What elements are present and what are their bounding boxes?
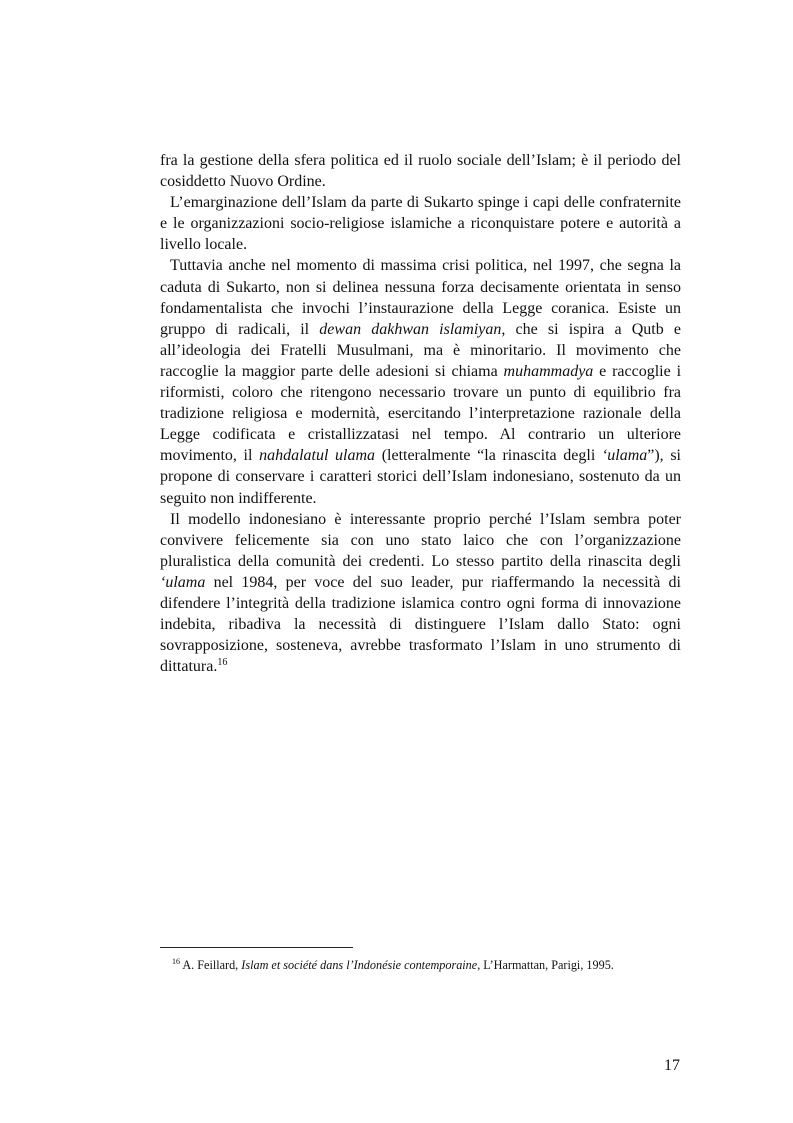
paragraph-3-text-2: , che si ispira a Qutb e all’ideologia dei Fratelli Musulmani, ma è minoritario. Il movimento che raccoglie la maggior parte delle adesioni si chiama [160, 320, 681, 380]
paragraph-4-text-1: Il modello indonesiano è interessante proprio perché l’Islam sembra poter convivere felicemente sia con uno stato laico che con l’organizzazione pluralistica della comunità dei credenti. Lo stesso partito della rinascita degli [160, 510, 681, 570]
footnote-number: 16 [172, 957, 180, 966]
term-ulama: ‘ulama [601, 447, 648, 465]
body-text [160, 150, 681, 677]
paragraph-3 [160, 255, 681, 508]
paragraph-2 [160, 192, 681, 255]
footnote-reference[interactable]: 16 [217, 657, 228, 669]
footnote-book-title: Islam et société dans l’Indonésie contemporaine [241, 958, 478, 972]
paragraph-3-text-1: Tuttavia anche nel momento di massima crisi politica, nel 1997, che segna la caduta di Sukarto, non si delinea nessuna forza decisamente orientata in senso fondamentalista che invochi l’instaurazione della Legge coranica. Esiste un gruppo di radicali, il [160, 257, 681, 338]
paragraph-1 [160, 150, 681, 192]
paragraph-2-text: L’emarginazione dell’Islam da parte di Sukarto spinge i capi delle confraternite e le organizzazioni socio-religiose islamiche a riconquistare potere e autorità a livello locale. [160, 194, 681, 254]
paragraph-3-text-4: (letteralmente “la rinascita degli [375, 447, 602, 465]
paragraph-3-text-5: ”), si propone di conservare i caratteri storici dell’Islam indonesiano, sostenuto da un seguito non indifferente. [160, 447, 681, 507]
footnote [172, 957, 692, 973]
page-number: 17 [664, 1057, 680, 1074]
footnote-text-2: , L’Harmattan, Parigi, 1995. [477, 958, 614, 972]
term-ulama-2: ‘ulama [160, 573, 206, 591]
term-muhammadya: muhammadya [503, 362, 594, 380]
footnote-text-1: A. Feillard, [180, 958, 242, 972]
paragraph-4 [160, 509, 681, 678]
footnote-divider [160, 947, 353, 948]
paragraph-3-text-3: e raccoglie i riformisti, coloro che ritengono necessario trovare un punto di equilibrio fra tradizione religiosa e modernità, esercitando l’interpretazione razionale della Legge codificata e cristallizzatasi nel tempo. Al contrario un ulteriore movimento, il [160, 362, 682, 465]
paragraph-1-text: fra la gestione della sfera politica ed il ruolo sociale dell’Islam; è il periodo del cosiddetto Nuovo Ordine. [160, 152, 681, 191]
term-nahdalatul-ulama: nahdalatul ulama [259, 447, 376, 465]
paragraph-4-text-2: nel 1984, per voce del suo leader, pur riaffermando la necessità di difendere l’integrità della tradizione islamica contro ogni forma di innovazione indebita, ribadiva la necessità di distinguere l’Islam dallo Stato: ogni sovrapposizione, sosteneva, avrebbe trasformato l’Islam in uno strumento di dittatura. [160, 573, 681, 676]
term-dewan-dakhwan: dewan dakhwan islamiyan [319, 320, 502, 338]
